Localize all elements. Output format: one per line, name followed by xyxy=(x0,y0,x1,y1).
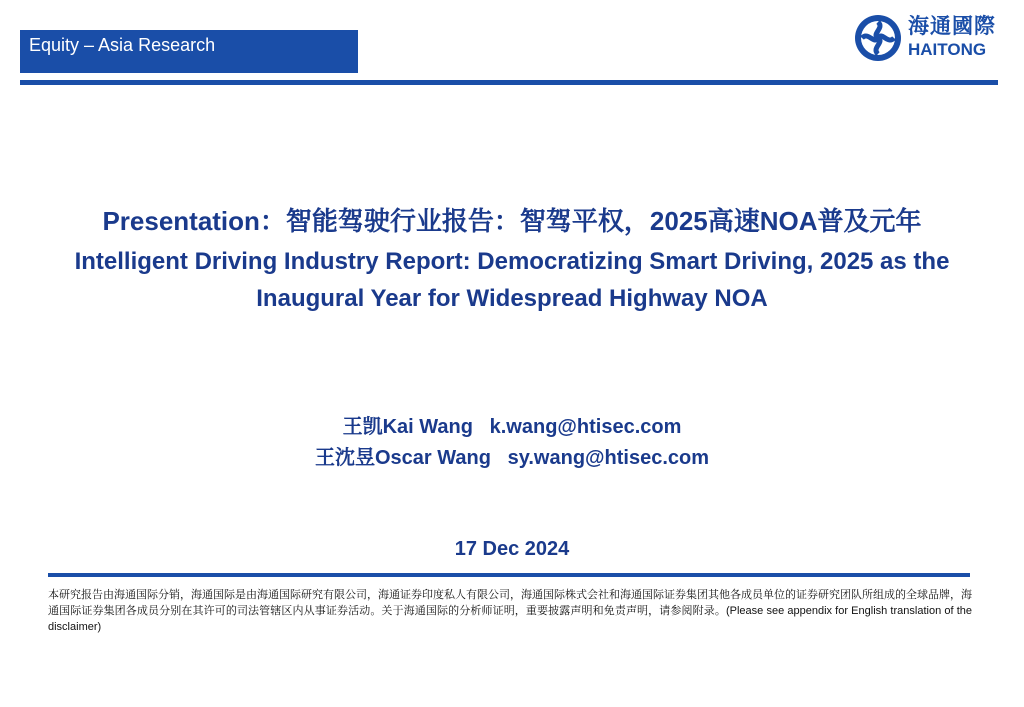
author-item xyxy=(40,412,984,443)
author-name: 王凯Kai Wang xyxy=(342,416,473,438)
disclaimer xyxy=(48,587,972,635)
report-date: 17 Dec 2024 xyxy=(454,538,570,560)
report-title xyxy=(40,204,984,317)
disclaimer-cn: 本研究报告由海通国际分销，海通国际是由海通国际研究有限公司，海通证券印度私人有限公司，海通国际株式会社和海通国际证券集团其他各成员单位的证券研究团队所组成的全球品牌，海通国际证券集团各成员分别在其许可的司法管辖区内从事证券活动。关于海通国际的分析师证明，重要披露声明和免责声明，请参阅附录。 xyxy=(48,588,972,617)
footer-divider xyxy=(48,573,970,577)
haitong-logo xyxy=(854,14,1000,64)
section-tab-label: Equity – Asia Research xyxy=(29,35,216,55)
report-title-cn: Presentation：智能驾驶行业报告：智驾平权，2025高速NOA普及元年 xyxy=(102,206,922,236)
author-name: 王沈昱Oscar Wang xyxy=(314,447,491,469)
logo-text-en: HAITONG xyxy=(908,40,987,59)
disclaimer-en: (Please see appendix for English translation of the disclaimer) xyxy=(48,605,972,633)
report-title-en: Intelligent Driving Industry Report: Democratizing Smart Driving, 2025 as the Inaugural Year for Widespread Highway NOA xyxy=(74,248,950,312)
author-list xyxy=(40,412,984,474)
header-divider xyxy=(20,80,998,85)
author-item xyxy=(40,443,984,474)
author-email[interactable]: k.wang@htisec.com xyxy=(489,416,682,438)
section-tab xyxy=(20,30,358,73)
author-email[interactable]: sy.wang@htisec.com xyxy=(507,447,710,469)
haitong-logo-icon xyxy=(854,14,902,62)
logo-text-cn: 海通國際 xyxy=(908,15,996,38)
